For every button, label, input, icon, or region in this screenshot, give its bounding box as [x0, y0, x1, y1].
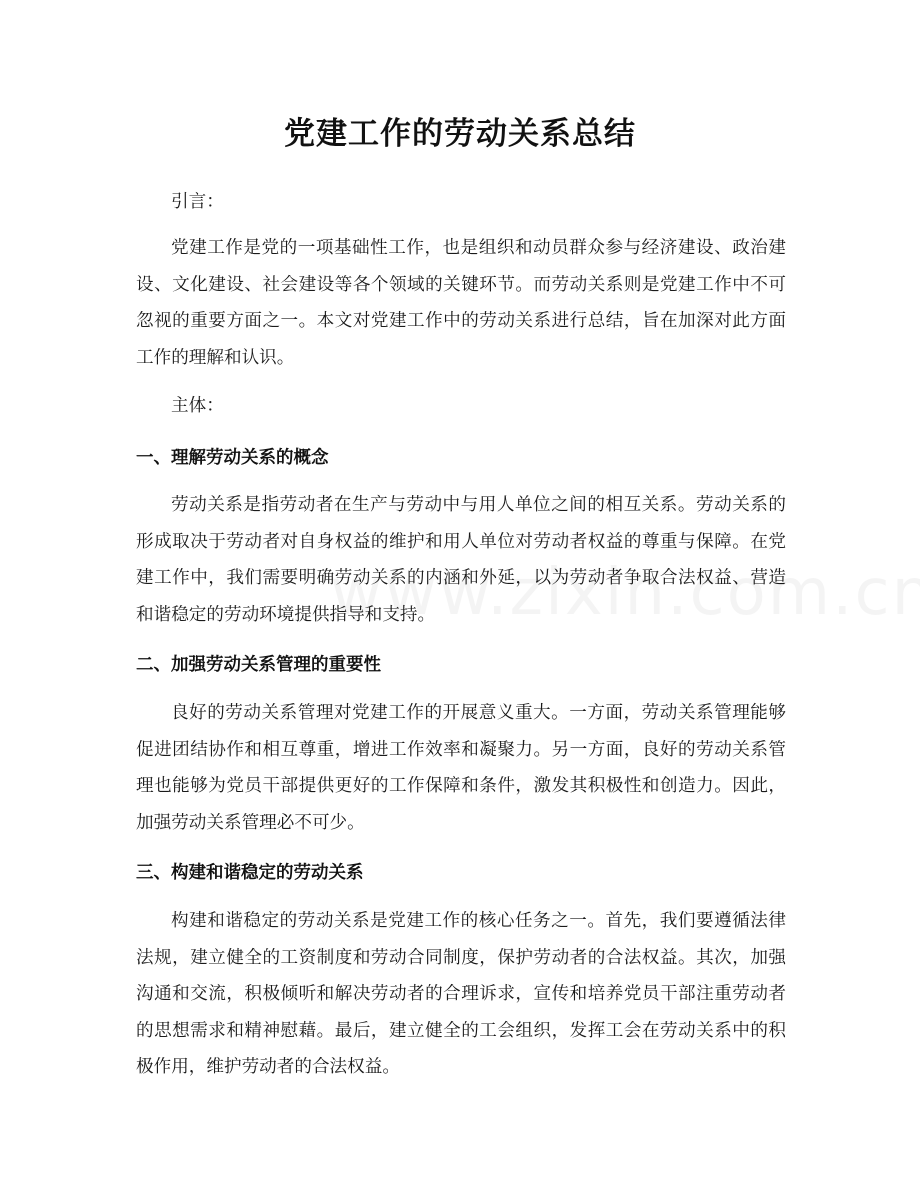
section-paragraph-2: 良好的劳动关系管理对党建工作的开展意义重大。一方面，劳动关系管理能够促进团结协作和相互尊重，增进工作效率和凝聚力。另一方面，良好的劳动关系管理也能够为党员干部提供更好的工作保障和条件，激发其积极性和创造力。因此，加强劳动关系管理必不可少。: [136, 703, 786, 833]
intro-paragraph: 党建工作是党的一项基础性工作，也是组织和动员群众参与经济建设、政治建设、文化建设、社会建设等各个领域的关键环节。而劳动关系则是党建工作中不可忽视的重要方面之一。本文对党建工作中的劳动关系进行总结，旨在加深对此方面工作的理解和认识。: [136, 238, 786, 368]
body-label: 主体：: [171, 396, 224, 416]
section-paragraph-1: 劳动关系是指劳动者在生产与劳动中与用人单位之间的相互关系。劳动关系的形成取决于劳动者对自身权益的维护和用人单位对劳动者权益的尊重与保障。在党建工作中，我们需要明确劳动关系的内涵和外延，以为劳动者争取合法权益、营造和谐稳定的劳动环境提供指导和支持。: [136, 495, 786, 625]
section-heading-2: 二、加强劳动关系管理的重要性: [136, 655, 381, 675]
section-heading-3: 三、构建和谐稳定的劳动关系: [136, 863, 364, 883]
document-title: 党建工作的劳动关系总结: [284, 116, 636, 152]
section-paragraph-3: 构建和谐稳定的劳动关系是党建工作的核心任务之一。首先，我们要遵循法律法规，建立健全的工资制度和劳动合同制度，保护劳动者的合法权益。其次，加强沟通和交流，积极倾听和解决劳动者的合理诉求，宣传和培养党员干部注重劳动者的思想需求和精神慰藉。最后，建立健全的工会组织，发挥工会在劳动关系中的积极作用，维护劳动者的合法权益。: [136, 911, 786, 1077]
section-heading-1: 一、理解劳动关系的概念: [136, 448, 329, 468]
intro-label: 引言：: [171, 192, 224, 212]
